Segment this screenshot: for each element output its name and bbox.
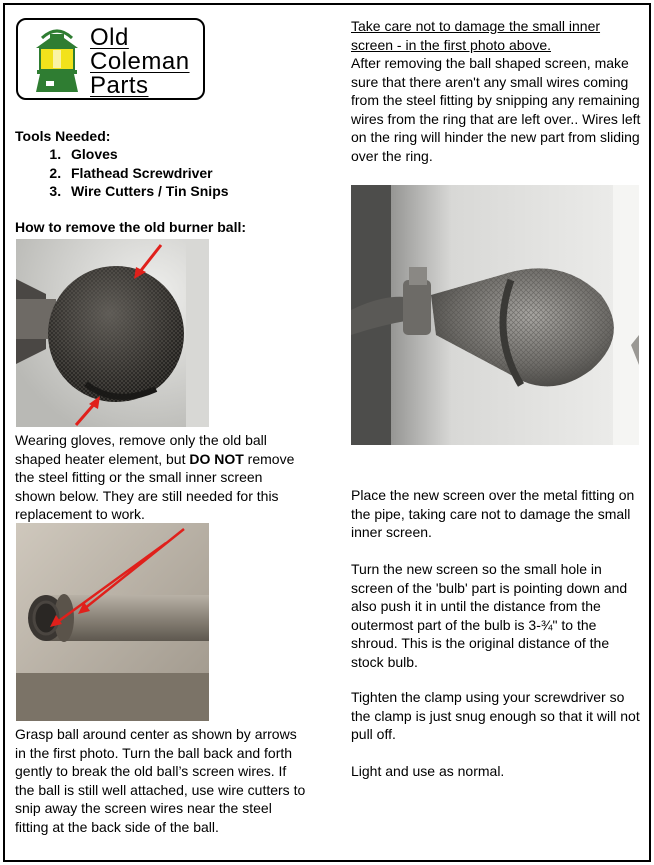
instruction-page [3,3,651,862]
section-heading: How to remove the old burner ball: [15,219,247,235]
tools-heading: Tools Needed: [15,128,111,144]
old-burner-ball-photo [16,239,209,427]
instruction-paragraph: After removing the ball shaped screen, make sure that there aren't any small wires coming from the steel fitting by snipping any remaining wires from the ring that are left over.. Wires left on the ring will hinder the new part from sliding over the ring. [351,55,641,164]
emphasis-text: DO NOT [189,450,244,467]
tools-list [15,145,305,201]
new-screen-photo [351,185,639,445]
instruction-paragraph: Grasp ball around center as shown by arrows in the first photo. Turn the ball back and forth gently to break the old ball’s screen wires. If the ball is still well attached, use wire cutters to snip away the screen wires near the steel fitting at the back side of the ball. [15,726,306,835]
logo-wordmark [90,26,190,98]
logo [16,18,205,100]
tools-list-item: 3. Wire Cutters / Tin Snips [65,182,305,201]
lantern-icon [28,26,86,94]
tools-list-item: 2. Flathead Screwdriver [65,164,305,183]
instruction-paragraph: Place the new screen over the metal fitting on the pipe, taking care not to damage the small inner screen. [351,487,635,540]
logo-line-coleman: Coleman [90,48,190,75]
instruction-paragraph: Tighten the clamp using your screwdriver so the clamp is just snug enough so that it will not pull off. [351,689,640,742]
instruction-paragraph: Turn the new screen so the small hole in screen of the 'bulb' part is pointing down and also push it in until the distance from the outermost part of the bulb is 3-¾" to the shroud. This is the original distance of the stock bulb. [351,561,628,670]
warning-note: Take care not to damage the small inner screen - in the first photo above. [351,18,601,53]
tools-list-item: 1. Gloves [65,145,305,164]
logo-line-old: Old [90,24,129,51]
instruction-paragraph: Light and use as normal. [351,763,505,779]
logo-line-parts: Parts [90,72,149,99]
steel-fitting-photo [16,523,209,721]
instruction-paragraph: Wearing gloves, remove only the old ball shaped heater element, but DO NOT remove the steel fitting or the small inner screen shown below. They are still needed for this replacement to work. [15,432,295,522]
